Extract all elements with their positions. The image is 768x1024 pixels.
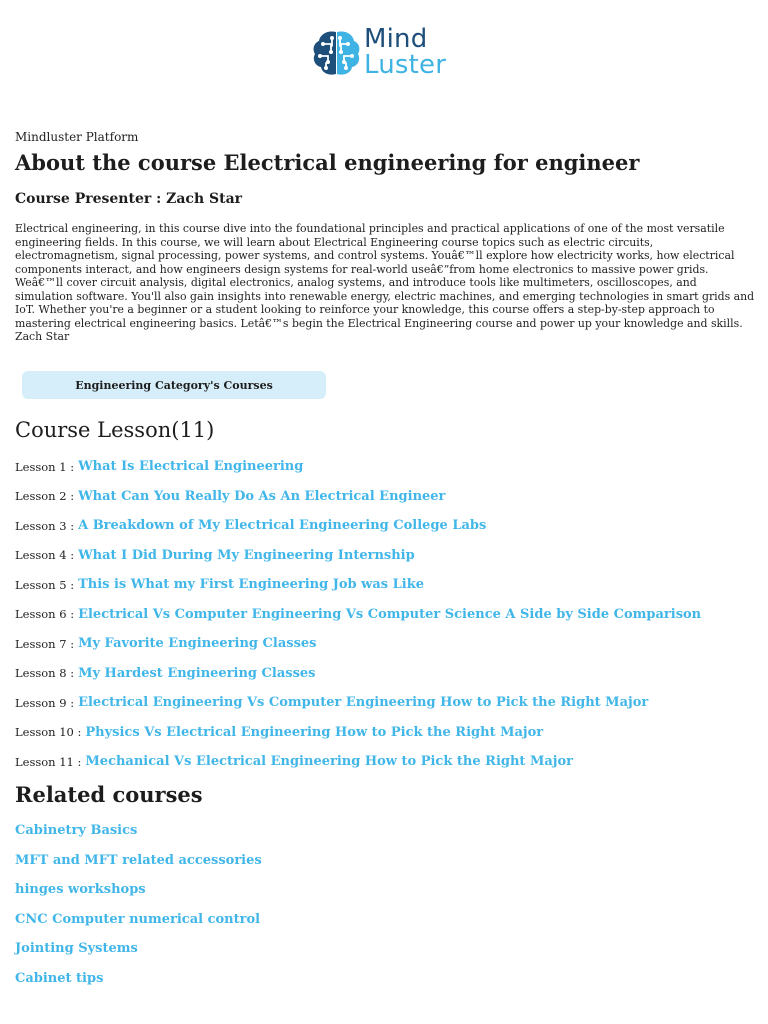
category-courses-button[interactable] <box>22 371 326 399</box>
lesson-list <box>15 452 701 777</box>
related-course-item <box>15 964 262 994</box>
category-courses-label: Engineering Category's Courses <box>75 378 273 392</box>
lesson-number: Lesson 7 : <box>15 636 75 651</box>
lesson-item <box>15 541 701 571</box>
lesson-item <box>15 747 701 777</box>
related-course-item <box>15 846 262 876</box>
lesson-link[interactable]: Physics Vs Electrical Engineering How to Pick the Right Major <box>85 724 544 740</box>
logo-wordmark <box>364 26 446 78</box>
related-courses-list <box>15 816 262 993</box>
lesson-link[interactable]: Electrical Engineering Vs Computer Engineering How to Pick the Right Major <box>78 695 649 711</box>
logo-word-mind: Mind <box>364 24 428 54</box>
lesson-item <box>15 629 701 659</box>
related-course-link[interactable]: Jointing Systems <box>15 941 138 957</box>
lesson-number: Lesson 8 : <box>15 666 75 681</box>
lesson-number: Lesson 11 : <box>15 754 82 769</box>
course-presenter: Course Presenter : Zach Star <box>15 191 243 207</box>
lesson-number: Lesson 4 : <box>15 548 75 563</box>
lesson-item <box>15 600 701 630</box>
page-title: About the course Electrical engineering for engineer <box>15 150 640 175</box>
lesson-link[interactable]: This is What my First Engineering Job was Like <box>78 577 424 593</box>
lesson-item <box>15 511 701 541</box>
related-course-link[interactable]: hinges workshops <box>15 882 146 898</box>
lesson-number: Lesson 10 : <box>15 725 82 740</box>
lesson-item <box>15 452 701 482</box>
lesson-item <box>15 570 701 600</box>
lesson-link[interactable]: My Favorite Engineering Classes <box>78 636 317 652</box>
lesson-link[interactable]: What I Did During My Engineering Internship <box>78 547 415 563</box>
lesson-item <box>15 482 701 512</box>
lesson-number: Lesson 9 : <box>15 695 75 710</box>
platform-label: Mindluster Platform <box>15 130 139 144</box>
lesson-link[interactable]: What Is Electrical Engineering <box>78 459 304 475</box>
related-course-link[interactable]: Cabinet tips <box>15 970 104 986</box>
related-course-link[interactable]: MFT and MFT related accessories <box>15 852 262 868</box>
logo-word-luster: Luster <box>364 50 447 80</box>
related-course-item <box>15 905 262 935</box>
related-course-item <box>15 934 262 964</box>
lesson-number: Lesson 1 : <box>15 459 75 474</box>
related-course-item <box>15 816 262 846</box>
mindluster-logo[interactable] <box>310 26 470 84</box>
related-course-item <box>15 875 262 905</box>
lesson-number: Lesson 2 : <box>15 489 75 504</box>
lesson-link[interactable]: My Hardest Engineering Classes <box>78 665 316 681</box>
lesson-link[interactable]: Electrical Vs Computer Engineering Vs Computer Science A Side by Side Comparison <box>78 606 702 622</box>
related-course-link[interactable]: CNC Computer numerical control <box>15 911 261 927</box>
lessons-heading: Course Lesson(11) <box>15 418 215 442</box>
lesson-number: Lesson 3 : <box>15 518 75 533</box>
lesson-item <box>15 718 701 748</box>
brain-circuit-icon <box>310 26 362 80</box>
lesson-link[interactable]: A Breakdown of My Electrical Engineering College Labs <box>78 518 487 534</box>
course-description: Electrical engineering, in this course dive into the foundational principles and practical applications of one of the most versatile engineering fields. In this course, we will learn about Electrical Engineering course topics such as electric circuits, electromagnetism, signal processing, power systems, and control systems. Youâ€™ll explore how electricity works, how electrical components interact, and how engineers design systems for real-world useâ€”from home electronics to massive power grids. Weâ€™ll cover circuit analysis, digital electronics, analog systems, and introduce tools like multimeters, oscilloscopes, and simulation software. You'll also gain insights into renewable energy, electric machines, and emerging technologies in smart grids and IoT. Whether you're a beginner or a student looking to reinforce your knowledge, this course offers a step-by-step approach to mastering electrical engineering basics. Letâ€™s begin the Electrical Engineering course and power up your knowledge and skills. Zach Star <box>15 222 755 343</box>
related-courses-heading: Related courses <box>15 782 203 807</box>
related-course-link[interactable]: Cabinetry Basics <box>15 823 138 839</box>
lesson-number: Lesson 6 : <box>15 607 75 622</box>
lesson-link[interactable]: Mechanical Vs Electrical Engineering How to Pick the Right Major <box>85 754 573 770</box>
lesson-item <box>15 659 701 689</box>
site-header <box>0 22 768 88</box>
lesson-number: Lesson 5 : <box>15 577 75 592</box>
lesson-link[interactable]: What Can You Really Do As An Electrical Engineer <box>78 488 446 504</box>
lesson-item <box>15 688 701 718</box>
